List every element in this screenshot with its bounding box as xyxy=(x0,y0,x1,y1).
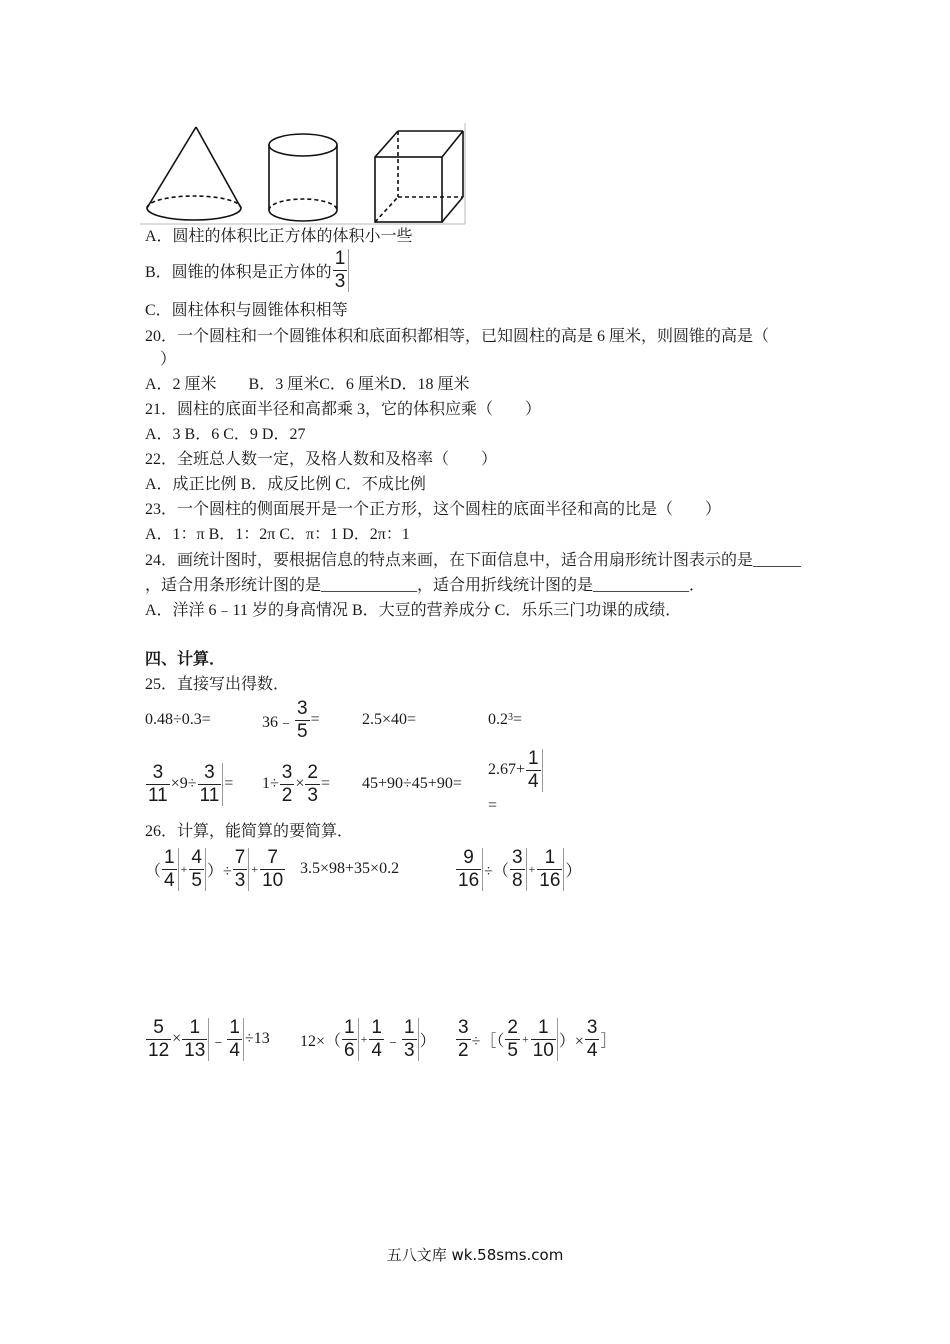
expr-text: ）÷ xyxy=(206,862,232,880)
expr-text: （ xyxy=(145,862,162,880)
q25-expr-7 xyxy=(362,759,462,809)
expr-text: ）× xyxy=(558,1032,584,1050)
denominator: 11 xyxy=(148,784,168,806)
denominator: 4 xyxy=(371,1039,382,1061)
q20-stem-end: ） xyxy=(160,351,177,368)
numerator: 3 xyxy=(281,761,293,783)
numerator: 3 xyxy=(297,697,308,719)
numerator: 3 xyxy=(586,1016,598,1038)
fraction xyxy=(505,1018,520,1061)
q26-expr-2 xyxy=(300,844,399,894)
expr-text: 12×（ xyxy=(300,1032,342,1050)
numerator: 1 xyxy=(189,1016,201,1038)
numerator: 2 xyxy=(507,1016,518,1038)
expr-text: × xyxy=(172,1030,182,1047)
q22-options: A．成正比例 B．成反比例 C．不成比例 xyxy=(145,476,426,493)
numerator: 9 xyxy=(463,846,474,868)
expr-text: ÷13 xyxy=(244,1030,270,1047)
fraction xyxy=(456,1018,471,1061)
q19-option-b-text: B．圆锥的体积是正方体的 xyxy=(145,263,332,281)
q26-stem: 26．计算，能简算的要简算． xyxy=(145,823,354,840)
fraction xyxy=(189,848,206,891)
fraction xyxy=(342,1018,359,1061)
q19-option-a: A．圆柱的体积比正方体的体积小一些 xyxy=(145,228,413,245)
numerator: 7 xyxy=(267,846,278,868)
expr-text: 0.48÷0.3= xyxy=(145,711,211,728)
fraction xyxy=(295,699,310,742)
cone-figure xyxy=(147,127,241,220)
q26-expr-5 xyxy=(300,1014,436,1064)
fraction xyxy=(526,749,543,792)
q25-expr-1 xyxy=(145,695,211,745)
expr-text: + xyxy=(251,861,259,876)
q25-expr-4: 0.2 $^3$ = xyxy=(488,711,523,728)
numerator: 1 xyxy=(538,1016,549,1038)
expr-text: = xyxy=(320,775,330,792)
denominator: 5 xyxy=(507,1039,518,1061)
q23-stem: 23．一个圆柱的侧面展开是一个正方形，这个圆柱的底面半径和高的比是（ ） xyxy=(145,501,722,518)
expr-text: 2.67+ xyxy=(488,761,526,778)
solids-figure xyxy=(140,120,470,230)
numerator: 1 xyxy=(544,846,556,868)
expr-text: 2.5×40= xyxy=(362,711,417,728)
fraction xyxy=(162,848,179,891)
denominator: 4 xyxy=(229,1039,240,1061)
fraction xyxy=(227,1018,244,1061)
expr-text: ÷（ xyxy=(484,862,509,880)
expr-text: + xyxy=(528,861,536,876)
q21-stem: 21．圆柱的底面半径和高都乘 3，它的体积应乘（ ） xyxy=(145,401,542,418)
q19-option-b xyxy=(145,245,350,295)
denominator: 6 xyxy=(344,1039,355,1061)
cylinder-figure xyxy=(269,134,337,221)
numerator: 1 xyxy=(528,747,539,769)
fraction xyxy=(333,249,350,292)
denominator: 16 xyxy=(458,869,480,891)
q25-expr-8 xyxy=(488,745,544,795)
denominator: 12 xyxy=(148,1039,170,1061)
q20-options: A．2 厘米 B．3 厘米C．6 厘米D．18 厘米 xyxy=(145,376,470,393)
fraction xyxy=(182,1018,209,1061)
q26-expr-6 xyxy=(455,1014,617,1064)
denominator: 8 xyxy=(511,869,523,891)
denominator: 3 xyxy=(334,270,346,292)
numerator: 1 xyxy=(344,1016,355,1038)
q19-option-c: C．圆柱体积与圆锥体积相等 xyxy=(145,302,348,319)
q24-options: A．洋洋 6﹣11 岁的身高情况 B．大豆的营养成分 C．乐乐三门功课的成绩． xyxy=(145,602,682,619)
fraction xyxy=(531,1018,558,1061)
expr-text: 1÷ xyxy=(262,775,279,792)
q24-stem: 24．画统计图时，要根据信息的特点来画，在下面信息中，适合用扇形统计图表示的是______ xyxy=(145,552,802,569)
expr-text: ÷［（ xyxy=(471,1032,505,1050)
denominator: 3 xyxy=(307,784,318,806)
fraction xyxy=(280,763,295,806)
q21-options: A．3 B．6 C．9 D．27 xyxy=(145,426,306,443)
denominator: 10 xyxy=(532,1039,554,1061)
numerator: 3 xyxy=(458,1016,469,1038)
numerator: 7 xyxy=(234,846,246,868)
expr-text: ﹣ xyxy=(210,1032,227,1050)
q25-expr-6 xyxy=(262,759,330,809)
expr-text: = xyxy=(224,775,234,792)
expr-text: × xyxy=(295,775,305,792)
denominator: 3 xyxy=(234,869,246,891)
denominator: 11 xyxy=(199,784,220,806)
q25-stem: 25．直接写出得数． xyxy=(145,676,290,693)
expr-text: + xyxy=(521,1031,529,1046)
q20-stem: 20．一个圆柱和一个圆锥体积和底面积都相等，已知圆柱的高是 6 厘米，则圆锥的高是（ xyxy=(145,328,770,345)
expr-text: ×9÷ xyxy=(170,775,197,792)
denominator: 4 xyxy=(586,1039,598,1061)
fraction xyxy=(305,763,320,806)
q25-expr-3 xyxy=(362,695,416,745)
denominator: 4 xyxy=(164,869,175,891)
expr-text: 3.5×98+35×0.2 xyxy=(300,860,400,877)
fraction xyxy=(456,848,483,891)
fraction xyxy=(146,1018,171,1061)
page-footer: 五八文库 wk.58sms.com xyxy=(386,1246,564,1264)
expr-text: + xyxy=(180,861,188,876)
denominator: 10 xyxy=(262,869,284,891)
expr-text: 45+90÷45+90= xyxy=(362,775,462,792)
q24-stem-continued: ，适合用条形统计图的是____________，适合用折线统计图的是____________． xyxy=(145,577,706,594)
expr-text: 36﹣ xyxy=(262,713,295,731)
numerator: 3 xyxy=(204,761,215,783)
q25-expr-8-equals: = xyxy=(488,797,498,814)
denominator: 5 xyxy=(191,869,202,891)
denominator: 3 xyxy=(403,1039,415,1061)
fraction xyxy=(369,1018,384,1061)
numerator: 4 xyxy=(191,846,202,868)
fraction xyxy=(260,848,285,891)
q26-expr-1 xyxy=(145,844,286,894)
fraction xyxy=(402,1018,419,1061)
numerator: 1 xyxy=(403,1016,415,1038)
cube-figure xyxy=(375,131,463,222)
denominator: 2 xyxy=(458,1039,469,1061)
denominator: 16 xyxy=(539,869,561,891)
numerator: 1 xyxy=(229,1016,240,1038)
expr-text: ﹣ xyxy=(384,1032,401,1050)
denominator: 5 xyxy=(297,720,308,742)
expr-text: ） xyxy=(565,862,582,880)
denominator: 4 xyxy=(528,770,539,792)
numerator: 1 xyxy=(334,247,346,269)
q26-expr-3 xyxy=(455,844,581,894)
fraction xyxy=(537,848,564,891)
fraction xyxy=(585,1018,600,1061)
expr-text: ］ xyxy=(600,1032,617,1050)
q22-stem: 22．全班总人数一定，及格人数和及格率（ ） xyxy=(145,451,498,468)
expr-text: = xyxy=(310,711,320,728)
fraction xyxy=(510,848,527,891)
fraction xyxy=(233,848,250,891)
q23-options: A．1：π B．1：2π C．π：1 D．2π：1 xyxy=(145,526,410,543)
expr-text: 0.2 xyxy=(488,711,508,728)
fraction xyxy=(146,763,170,806)
q25-expr-2 xyxy=(262,695,320,745)
numerator: 1 xyxy=(164,846,175,868)
numerator: 1 xyxy=(371,1016,382,1038)
section-title: 四、计算． xyxy=(145,651,226,668)
numerator: 2 xyxy=(307,761,318,783)
denominator: 13 xyxy=(184,1039,206,1061)
expr-text: + xyxy=(360,1031,368,1046)
denominator: 2 xyxy=(281,784,293,806)
expr-text: = xyxy=(513,711,523,728)
expr-text: ） xyxy=(419,1032,436,1050)
q25-expr-5 xyxy=(145,759,233,809)
numerator: 3 xyxy=(511,846,523,868)
fraction xyxy=(198,763,224,806)
numerator: 3 xyxy=(152,761,164,783)
numerator: 5 xyxy=(153,1016,164,1038)
q26-expr-4 xyxy=(145,1014,270,1064)
